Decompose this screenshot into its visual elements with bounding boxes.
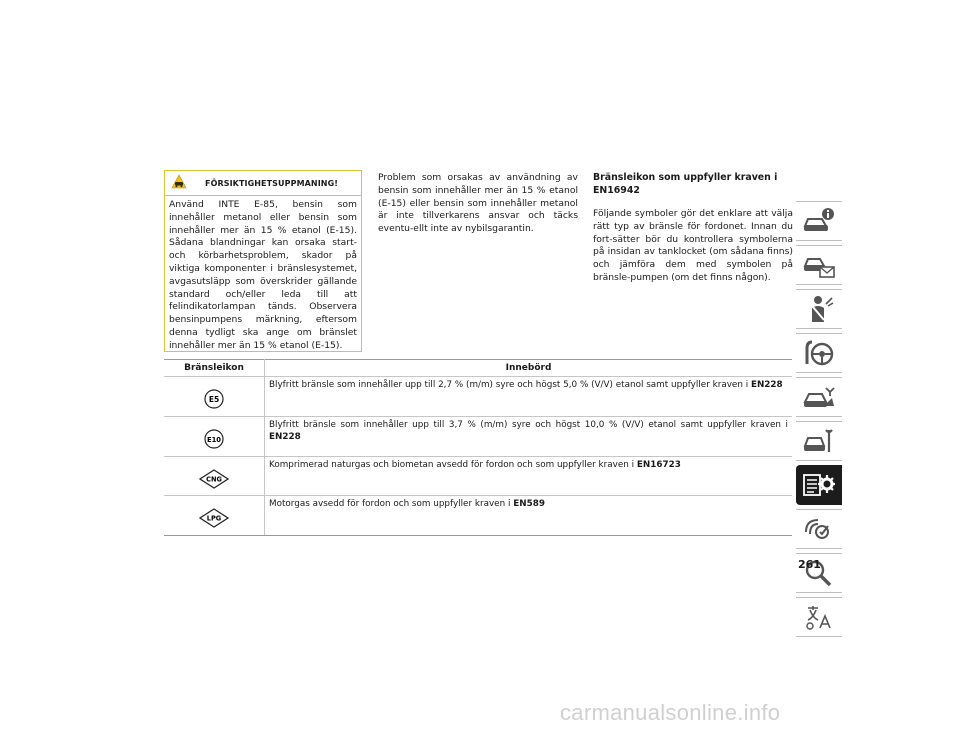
seatbelt-icon	[802, 294, 836, 324]
table-header-row	[164, 360, 792, 377]
caution-title: FÖRSIKTIGHETSUPPMANING!	[205, 179, 338, 188]
meaning-cell	[265, 457, 793, 496]
chapter-tab-steering[interactable]	[796, 333, 842, 373]
car-mail-icon	[802, 250, 836, 280]
meaning-cell	[265, 417, 793, 457]
chapter-tab-multimedia[interactable]	[796, 509, 842, 549]
watermark: carmanualsonline.info	[560, 700, 781, 725]
section-heading-line2: EN16942	[593, 184, 640, 196]
chapter-tabs	[796, 201, 842, 641]
row-text: Blyfritt bränsle som innehåller upp till 3,7 % (m/m) syre och högst 10,0 % (V/V) etanol samt uppfyller kraven i	[269, 420, 788, 430]
column-header-symbol: Bränsleikon	[164, 360, 265, 377]
crash-icon	[802, 382, 836, 412]
car-info-icon	[802, 206, 836, 236]
lpg-symbol-label: LPG	[206, 514, 222, 523]
row-text: Blyfritt bränsle som innehåller upp till 2,7 % (m/m) syre och högst 5,0 % (V/V) etanol samt uppfyller kraven i	[269, 380, 751, 390]
caution-header	[165, 171, 361, 196]
table-row	[164, 496, 792, 536]
chapter-tab-car-wrench[interactable]	[796, 421, 842, 461]
meaning-cell	[265, 377, 793, 417]
chapter-tab-seatbelt[interactable]	[796, 289, 842, 329]
symbol-cell	[164, 457, 265, 496]
lpg-fuel-symbol-icon	[199, 508, 229, 528]
car-wrench-icon	[802, 426, 836, 456]
standard-ref: EN228	[269, 432, 301, 443]
section-paragraph: Följande symboler gör det enklare att välja rätt typ av bränsle för fordonet. Innan du fort-sätter bör du kontrollera symbolerna på insidan av tanklocket (om sådana finns) och jämföra dem med symbolen på bränsle-pumpen (om det finns någon).	[593, 208, 793, 283]
cng-symbol-label: CNG	[206, 475, 222, 484]
e10-fuel-symbol-icon	[201, 429, 227, 449]
row-text: Motorgas avsedd för fordon och som uppfyller kraven i	[269, 499, 514, 509]
caution-box	[164, 170, 362, 352]
caution-warning-icon	[171, 174, 187, 190]
symbol-cell	[164, 417, 265, 457]
chapter-tab-language[interactable]	[796, 597, 842, 637]
chapter-tab-car-mail[interactable]	[796, 245, 842, 285]
multimedia-icon	[802, 514, 836, 544]
fuel-symbol-table	[164, 359, 792, 536]
section-heading-line1: Bränsleikon som uppfyller kraven i	[593, 172, 778, 183]
caution-text: Använd INTE E-85, bensin som innehåller metanol eller bensin som innehåller mer än 15 % etanol (E-15). Sådana blandningar kan orsaka start- och körbarhetsproblem, skador på viktiga komponenter i bränslesystemet, avgasutsläpp som överskrider gällande standard och/eller leda till att felindikatorlampan tänds. Observera bensinpumpens märkning, eftersom denna tydligt ska ange om bränslet innehåller mer än 15 % etanol (E-15).	[169, 199, 357, 351]
symbol-cell	[164, 377, 265, 417]
chapter-tab-crash[interactable]	[796, 377, 842, 417]
chapter-tab-car-info[interactable]	[796, 201, 842, 241]
meaning-cell	[265, 496, 793, 536]
table-row	[164, 417, 792, 457]
table-row	[164, 377, 792, 417]
column-header-meaning: Innebörd	[265, 360, 793, 377]
e5-symbol-label: E5	[208, 395, 220, 404]
section-heading	[593, 172, 793, 197]
language-icon	[802, 602, 836, 632]
cng-fuel-symbol-icon	[199, 469, 229, 489]
e5-fuel-symbol-icon	[201, 389, 227, 409]
e10-symbol-label: E10	[206, 435, 222, 444]
chapter-tab-specifications[interactable]	[796, 465, 842, 505]
standard-ref: EN16723	[636, 460, 681, 470]
middle-paragraph: Problem som orsakas av användning av bensin som innehåller mer än 15 % etanol (E-15) eller bensin som innehåller metanol är inte tillverkarens ansvar och täcks eventu-ellt inte av nybilsgarantin.	[378, 172, 578, 235]
row-text: Komprimerad naturgas och biometan avsedd för fordon och som uppfyller kraven i	[269, 460, 637, 470]
standard-ref: EN228	[750, 380, 783, 390]
symbol-cell	[164, 496, 265, 536]
table-row	[164, 457, 792, 496]
steering-wheel-icon	[802, 338, 836, 368]
standard-ref: EN589	[513, 499, 545, 509]
spec-list-gear-icon	[802, 470, 836, 500]
page-number: 261	[798, 558, 821, 571]
